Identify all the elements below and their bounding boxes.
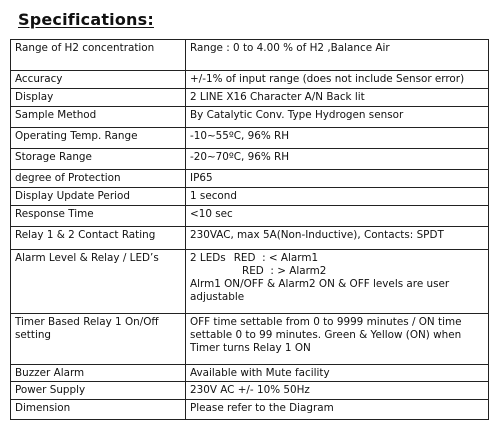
param-accuracy: Accuracy	[11, 71, 186, 89]
table-row	[11, 382, 489, 400]
param-buzzer-alarm: Buzzer Alarm	[11, 365, 186, 382]
table-row	[11, 40, 489, 71]
param-response-time: Response Time	[11, 206, 186, 227]
table-row	[11, 170, 489, 188]
alarm-adjust-note: Alrm1 ON/OFF & Alarm2 ON & OFF levels are user adjustable	[190, 278, 450, 303]
value-update-period: 1 second	[186, 188, 489, 206]
table-row	[11, 128, 489, 149]
param-storage-range: Storage Range	[11, 149, 186, 170]
param-protection: degree of Protection	[11, 170, 186, 188]
value-relay-rating: 230VAC, max 5A(Non-Inductive), Contacts: SPDT	[186, 227, 489, 250]
value-display: 2 LINE X16 Character A/N Back lit	[186, 89, 489, 107]
led-red-line	[190, 252, 483, 265]
param-alarm-level: Alarm Level & Relay / LED’s	[11, 250, 186, 314]
value-range: Range : 0 to 4.00 % of H2 ,Balance Air	[186, 40, 489, 71]
param-dimension: Dimension	[11, 400, 186, 420]
led-red2-line	[190, 265, 483, 278]
table-row	[11, 250, 489, 314]
value-operating-temp: -10~55ºC, 96% RH	[186, 128, 489, 149]
specifications-table	[10, 39, 489, 420]
table-row	[11, 365, 489, 382]
table-row	[11, 71, 489, 89]
specifications-title: Specifications:	[18, 10, 154, 29]
value-response-time: <10 sec	[186, 206, 489, 227]
table-row	[11, 227, 489, 250]
param-sample-method: Sample Method	[11, 107, 186, 128]
table-row	[11, 188, 489, 206]
led-red2-label: RED	[242, 265, 264, 277]
param-operating-temp: Operating Temp. Range	[11, 128, 186, 149]
table-row	[11, 89, 489, 107]
param-update-period: Display Update Period	[11, 188, 186, 206]
value-protection: IP65	[186, 170, 489, 188]
param-range: Range of H2 concentration	[11, 40, 186, 71]
value-dimension: Please refer to the Diagram	[186, 400, 489, 420]
table-row	[11, 107, 489, 128]
led-red-label: RED	[233, 252, 256, 264]
led-red-value: : < Alarm1	[262, 252, 319, 264]
table-row	[11, 206, 489, 227]
led-red2-value: : > Alarm2	[270, 265, 327, 277]
table-row	[11, 400, 489, 420]
table-row	[11, 314, 489, 365]
param-timer-relay: Timer Based Relay 1 On/Off setting	[11, 314, 186, 365]
value-sample-method: By Catalytic Conv. Type Hydrogen sensor	[186, 107, 489, 128]
value-storage-range: -20~70ºC, 96% RH	[186, 149, 489, 170]
value-accuracy: +/-1% of input range (does not include Sensor error)	[186, 71, 489, 89]
param-display: Display	[11, 89, 186, 107]
table-row	[11, 149, 489, 170]
value-buzzer-alarm: Available with Mute facility	[186, 365, 489, 382]
value-power-supply: 230V AC +/- 10% 50Hz	[186, 382, 489, 400]
value-alarm-level	[186, 250, 489, 314]
leds-label: 2 LEDs	[190, 252, 226, 264]
param-relay-rating: Relay 1 & 2 Contact Rating	[11, 227, 186, 250]
param-power-supply: Power Supply	[11, 382, 186, 400]
value-timer-relay: OFF time settable from 0 to 9999 minutes / ON time settable 0 to 99 minutes. Green & Yellow (ON) when Timer turns Relay 1 ON	[186, 314, 489, 365]
